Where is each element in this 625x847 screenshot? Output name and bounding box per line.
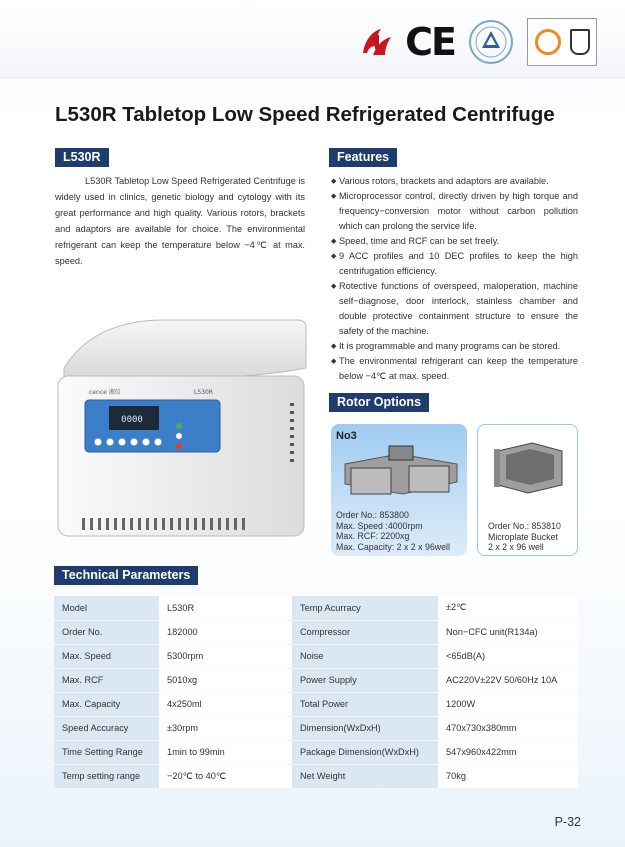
table-row (54, 764, 578, 788)
page-title: L530R Tabletop Low Speed Refrigerated Centrifuge (55, 103, 555, 126)
parameter-value: L530R (159, 596, 292, 620)
feature-item: ◆ It is programmable and many programs can be stored. (331, 339, 578, 354)
rotor-specs (336, 510, 450, 552)
parameter-name: Dimension(WxDxH) (292, 716, 438, 740)
sgs-circle-icon (535, 29, 561, 55)
parameter-value: 470x730x380mm (438, 716, 578, 740)
parameter-name: Compressor (292, 620, 438, 644)
parameter-value: 5300rpm (159, 644, 292, 668)
parameter-value: 1min to 99min (159, 740, 292, 764)
company-logo-icon (359, 25, 393, 59)
ce-mark-icon: CE (405, 20, 455, 64)
features-tag: Features (329, 148, 397, 167)
feature-item: ◆ Microprocessor control, directly driven by high torque and frequency−conversion motor without carbon pollution which can prolong the service life. (331, 189, 578, 234)
rotor-option-card (331, 424, 467, 556)
parameter-value: ±30rpm (159, 716, 292, 740)
technical-parameters-table (54, 596, 578, 788)
feature-item: ◆ Various rotors, brackets and adaptors are available. (331, 174, 578, 189)
parameter-value: <65dB(A) (438, 644, 578, 668)
table-row (54, 692, 578, 716)
microplate-bucket-image (490, 437, 568, 499)
rotor-spec-line: Order No.: 853800 (336, 510, 409, 520)
rotor-image (339, 442, 463, 508)
parameter-value: 70kg (438, 764, 578, 788)
feature-item: ◆ The environmental refrigerant can keep the temperature below −4℃ at max. speed. (331, 354, 578, 384)
rotor-spec-line: Max. RCF: 2200xg (336, 531, 410, 541)
intro-paragraph: L530R Tabletop Low Speed Refrigerated Centrifuge is widely used in clinics, genetic biology and cytology with its great performance and high quality. Various rotors, brackets and adaptors are available for choice. The environmental refrigerant can keep the temperature below −4℃ at max. speed. (55, 176, 305, 266)
feature-item: ◆ 9 ACC profiles and 10 DEC profiles to keep the high centrifugation efficiency. (331, 249, 578, 279)
centrifuge-product-image (54, 318, 308, 542)
page-number: P-32 (554, 815, 581, 829)
features-list (331, 174, 578, 384)
parameter-name: Time Setting Range (62, 747, 143, 757)
technical-parameters-tag: Technical Parameters (54, 566, 198, 585)
table-row (54, 620, 578, 644)
parameter-name: Max. Speed (62, 651, 112, 661)
parameter-value: AC220V±22V 50/60Hz 10A (438, 668, 578, 692)
parameter-name: Temp setting range (62, 771, 141, 782)
parameter-name: Total Power (292, 692, 438, 716)
parameter-value: 4x250ml (159, 692, 292, 716)
parameter-name: Model (62, 602, 88, 613)
parameter-value: 5010xg (159, 668, 292, 692)
shield-icon (570, 29, 590, 55)
certification-logos (359, 18, 597, 66)
parameter-name: Temp Acurracy (292, 596, 438, 620)
parameter-value: −20℃ to 40℃ (159, 764, 292, 788)
sgs-certification-icon (527, 18, 597, 66)
parameter-value: 182000 (159, 620, 292, 644)
rotor-spec-line: Max. Speed :4000rpm (336, 520, 423, 531)
model-tag: L530R (55, 148, 109, 167)
rotor-spec-line: Max. Capacity: 2 x 2 x 96well (336, 541, 450, 552)
parameter-value: 547x960x422mm (438, 740, 578, 764)
parameter-name: Package Dimension(WxDxH) (292, 740, 438, 764)
parameter-name: Max. Capacity (62, 699, 121, 709)
rotor-spec-line: Microplate Bucket (488, 531, 558, 542)
parameter-name: Power Supply (292, 668, 438, 692)
parameter-name: Max. RCF (62, 675, 104, 685)
display-readout: 0000 (121, 415, 143, 425)
parameter-value: 1200W (438, 692, 578, 716)
feature-item: ◆ Rotective functions of overspeed, maloperation, machine self−diagnose, door interlock, stainless chamber and double protective containment structure to ensure the safety of the machine. (331, 279, 578, 339)
table-row (54, 740, 578, 764)
table-row (54, 668, 578, 692)
rotor-spec-line: Order No.: 853810 (488, 521, 561, 531)
rotor-options-tag: Rotor Options (329, 393, 429, 412)
parameter-name: Net Weight (292, 764, 438, 788)
parameter-value: ±2℃ (438, 596, 578, 620)
rotor-option-label: No3 (336, 430, 357, 442)
rotor-spec-line: 2 x 2 x 96 well (488, 542, 544, 552)
brand-label: cence 湘仪 (89, 389, 121, 396)
parameter-name: Order No. (62, 627, 103, 637)
rotor-option-card (477, 424, 578, 556)
rotor-specs (488, 521, 561, 553)
parameter-name: Speed Accuracy (62, 723, 129, 733)
quality-seal-icon (467, 18, 515, 66)
parameter-value: Non−CFC unit(R134a) (438, 620, 578, 644)
model-label: L530R (194, 389, 213, 396)
table-row (54, 644, 578, 668)
feature-item: ◆ Speed, time and RCF can be set freely. (331, 234, 578, 249)
parameter-name: Noise (292, 644, 438, 668)
table-row (54, 596, 578, 620)
table-row (54, 716, 578, 740)
